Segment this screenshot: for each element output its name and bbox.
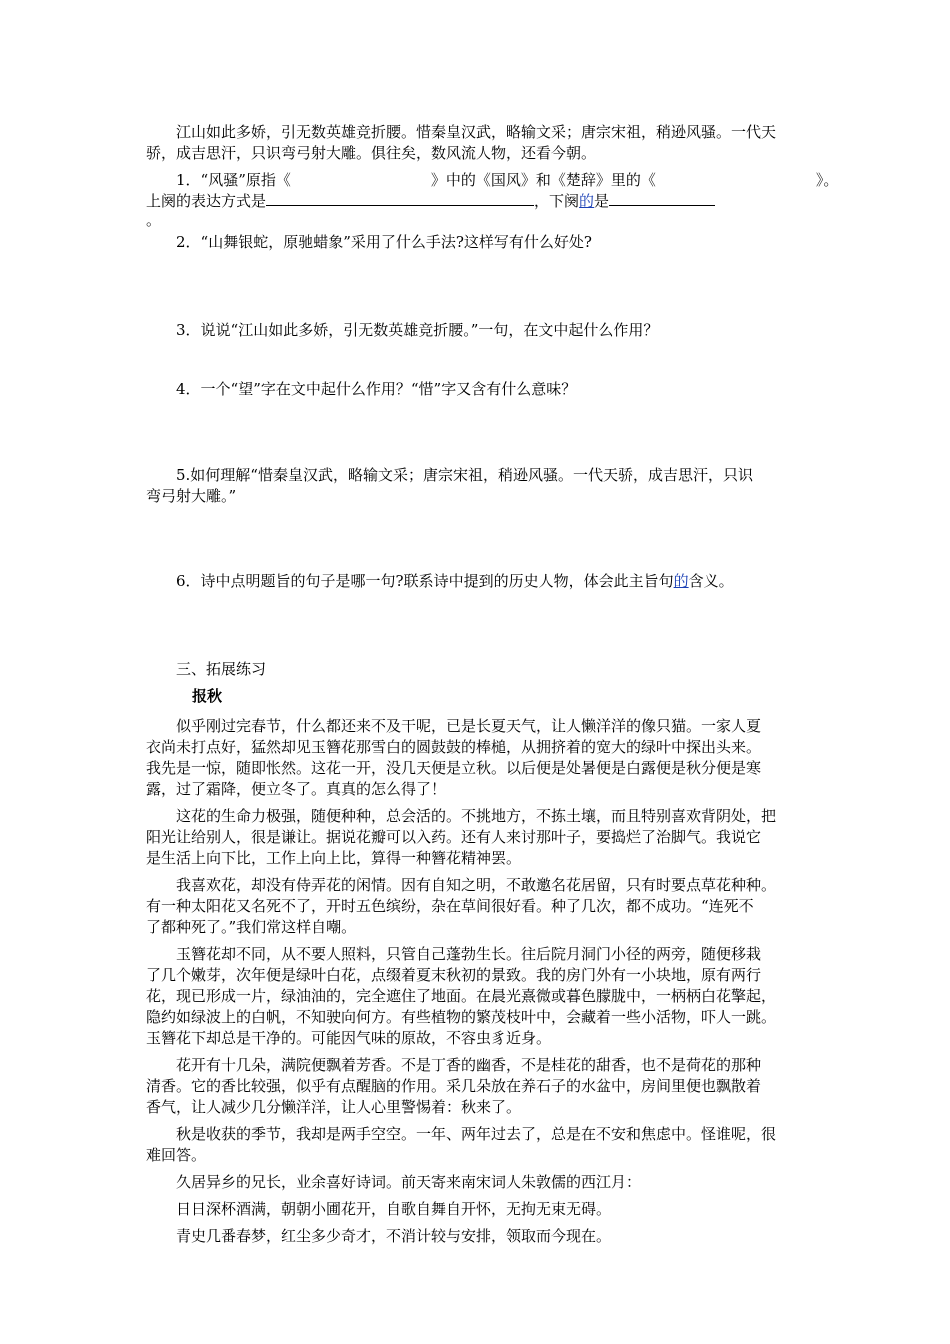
q1-part4: 上阕的表达方式是 xyxy=(146,192,267,210)
question-6-text xyxy=(146,571,814,592)
q6-text: 6．诗中点明题旨的句子是哪一句?联系诗中提到的历史人物，体会此主旨句 xyxy=(176,572,674,590)
question-3-text: 3．说说“江山如此多娇，引无数英雄竞折腰。”一句，在文中起什么作用？ xyxy=(176,321,659,339)
poem-quote-line-1: 日日深杯酒满，朝朝小圃花开，自歌自舞自开怀，无拘无束无碍。 xyxy=(176,1200,612,1218)
question-3 xyxy=(146,320,814,341)
q1-end: 。 xyxy=(146,211,162,229)
article-line: 衣尚未打点好，猛然却见玉簪花那雪白的圆鼓鼓的棒槌，从拥挤着的宽大的绿叶中探出头来。 xyxy=(146,738,762,756)
q1-part5: ，下阕 xyxy=(534,192,580,210)
q1-blank-2[interactable] xyxy=(656,171,816,185)
question-5-line-1: 5.如何理解“惜秦皇汉武，略输文采；唐宗宋祖，稍逊风骚。一代天骄，成吉思汗，只识 xyxy=(176,466,753,484)
article-line: 了几个嫩芽，次年便是绿叶白花，点缀着夏末秋初的景致。我的房门外有一小块地，原有两行 xyxy=(146,966,762,984)
article-line: 我先是一惊，随即怅然。这花一开，没几天便是立秋。以后便是处暑便是白露便是秋分便是寒 xyxy=(146,759,762,777)
question-6 xyxy=(146,571,814,592)
article-paragraph-3 xyxy=(146,875,814,938)
article-body xyxy=(146,716,814,1247)
article-line: 这花的生命力极强，随便种种，总会活的。不挑地方，不拣土壤，而且特别喜欢背阴处，把 xyxy=(176,807,777,825)
question-5 xyxy=(146,465,814,507)
article-line: 秋是收获的季节，我却是两手空空。一年、两年过去了，总是在不安和焦虑中。怪谁呢，很 xyxy=(176,1125,777,1143)
article-line: 玉簪花却不同，从不要人照料，只管自己蓬勃生长。往后院月洞门小径的两旁，随便移栽 xyxy=(176,945,762,963)
poem-quote-line-2: 青史几番春梦，红尘多少奇才，不消计较与安排，领取而今现在。 xyxy=(176,1227,612,1245)
article-line: 花开有十几朵，满院便飘着芳香。不是丁香的幽香，不是桂花的甜香，也不是荷花的那种 xyxy=(176,1056,762,1074)
poem-line-1: 江山如此多娇，引无数英雄竞折腰。惜秦皇汉武，略输文采；唐宗宋祖，稍逊风骚。一代天 xyxy=(176,123,777,141)
article-paragraph-2 xyxy=(146,806,814,869)
q1-blank-4[interactable] xyxy=(609,191,715,206)
article-line: 是生活上向下比，工作上向上比，算得一种簪花精神罢。 xyxy=(146,849,522,867)
question-5-line-2: 弯弓射大雕。” xyxy=(146,487,237,505)
question-4 xyxy=(146,379,814,400)
article-line: 了都种死了。”我们常这样自嘲。 xyxy=(146,918,357,936)
question-1-line-1 xyxy=(146,170,839,191)
article-paragraph-7: 久居异乡的兄长，业余喜好诗词。前天寄来南宋词人朱敦儒的西江月： xyxy=(176,1173,642,1191)
article-line: 露，过了霜降，便立冬了。真真的怎么得了！ xyxy=(146,780,447,798)
q1-link[interactable]: 的 xyxy=(579,192,595,210)
question-2-text: 2．“山舞银蛇，原驰蜡象”采用了什么手法?这样写有什么好处? xyxy=(176,233,592,251)
poem-text xyxy=(146,122,814,164)
article-line: 阳光让给别人，很是谦让。据说花瓣可以入药。还有人来讨那叶子，要捣烂了治脚气。我说它 xyxy=(146,828,762,846)
article-title: 报秋 xyxy=(192,687,223,705)
article-line: 隐约如绿波上的白帆，不知驶向何方。有些植物的繁茂枝叶中，会藏着一些小活物，吓人一跳。 xyxy=(146,1008,777,1026)
section-heading: 三、拓展练习 xyxy=(176,660,267,678)
article-line: 香气，让人减少几分懒洋洋，让人心里警惕着：秋来了。 xyxy=(146,1098,522,1116)
q1-part2: 》中的《国风》和《楚辞》里的《 xyxy=(430,171,656,189)
article-title-block xyxy=(146,686,814,707)
q1-blank-1[interactable] xyxy=(291,171,431,185)
article-line: 有一种太阳花又名死不了，开时五色缤纷，杂在草间很好看。种了几次，都不成功。“连死不 xyxy=(146,897,754,915)
question-2 xyxy=(146,232,814,253)
article-paragraph-5 xyxy=(146,1055,814,1118)
article-line: 玉簪花下却总是干净的。可能因气味的原故，不容虫豸近身。 xyxy=(146,1029,552,1047)
section-heading-block xyxy=(146,659,814,680)
article-line: 花，现已形成一片，绿油油的，完全遮住了地面。在晨光熹微或暮色朦胧中，一柄柄白花擎起， xyxy=(146,987,777,1005)
question-1-line-2 xyxy=(146,191,814,212)
question-4-text: 4．一个“望”字在文中起什么作用？“惜”字又含有什么意味？ xyxy=(176,380,577,398)
article-line: 我喜欢花，却没有侍弄花的闲情。因有自知之明，不敢邀名花居留，只有时要点草花种种。 xyxy=(176,876,777,894)
article-paragraph-6 xyxy=(146,1124,814,1166)
q6-link[interactable]: 的 xyxy=(673,572,689,590)
article-paragraph-4 xyxy=(146,944,814,1049)
q1-part3: 》。 xyxy=(815,171,839,189)
article-line: 难回答。 xyxy=(146,1146,207,1164)
q1-blank-3[interactable] xyxy=(266,191,534,206)
q6-end: 含义。 xyxy=(688,572,734,590)
article-line: 清香。它的香比较强，似乎有点醒脑的作用。采几朵放在养石子的水盆中，房间里便也飘散着 xyxy=(146,1077,762,1095)
article-line: 似乎刚过完春节，什么都还来不及干呢，已是长夏天气，让人懒洋洋的像只猫。一家人夏 xyxy=(176,717,762,735)
article-paragraph-1 xyxy=(146,716,814,800)
poem-line-2: 骄，成吉思汗，只识弯弓射大雕。俱往矣，数风流人物，还看今朝。 xyxy=(146,144,597,162)
q1-part1: 1．“风骚”原指《 xyxy=(176,171,291,189)
question-1 xyxy=(146,170,839,229)
q1-part6: 是 xyxy=(594,192,610,210)
